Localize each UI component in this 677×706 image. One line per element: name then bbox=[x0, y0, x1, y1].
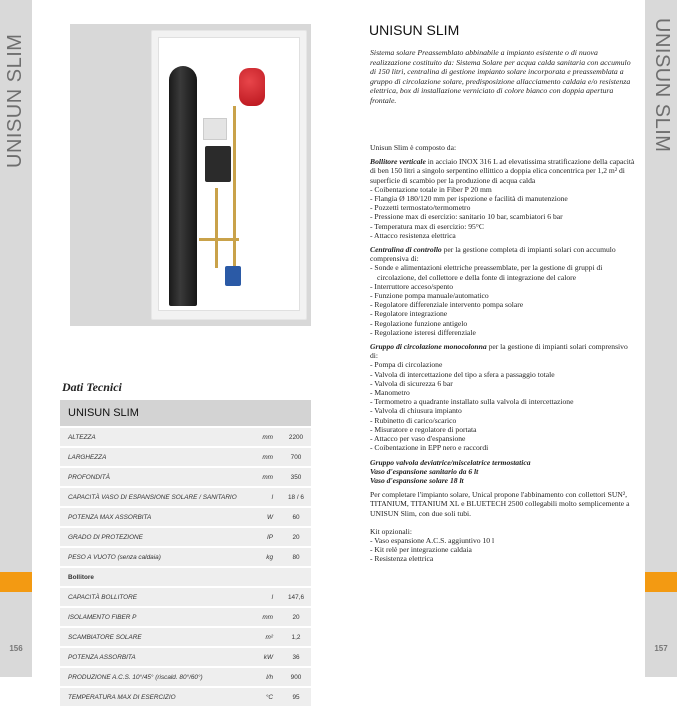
pipe bbox=[215, 188, 218, 268]
list-item: - Regolazione isteresi differenziale bbox=[370, 327, 476, 337]
side-title-right: UNISUN SLIM bbox=[651, 18, 673, 153]
row-unit: mm bbox=[262, 453, 273, 461]
list-item: - Pozzetti termostato/termometro bbox=[370, 203, 471, 213]
row-unit: l bbox=[271, 493, 273, 501]
list-item: - Resistenza elettrica bbox=[370, 554, 434, 564]
table-row bbox=[60, 568, 311, 586]
list-item: - Regolatore differenziale intervento pompa solare bbox=[370, 300, 524, 310]
list-item: - Flangia Ø 180/120 mm per ispezione e facilità di manutenzione bbox=[370, 194, 568, 204]
list-item: - Interruttore acceso/spento bbox=[370, 281, 454, 291]
table-row bbox=[60, 528, 311, 546]
row-value: 2200 bbox=[288, 433, 304, 441]
row-unit: kW bbox=[263, 653, 273, 661]
completare-paragraph: Per completare l'impianto solare, Unical propone l'abbinamento con collettori SUN², TITANIUM, TITANIUM XL e BLUETECH 2500 collegabili molto semplicemente a UNISUN Slim, con due soli tubi. bbox=[370, 490, 630, 518]
left-sidebar bbox=[0, 0, 32, 677]
list-item: - Rubinetto di carico/scarico bbox=[370, 415, 457, 425]
list-item: - Pompa di circolazione bbox=[370, 360, 443, 370]
tech-data-table bbox=[60, 400, 311, 706]
row-unit: l/h bbox=[266, 673, 273, 681]
row-label: ALTEZZA bbox=[68, 433, 96, 441]
table-row bbox=[60, 668, 311, 686]
row-value: 36 bbox=[292, 653, 300, 661]
table-row bbox=[60, 628, 311, 646]
description-body bbox=[370, 143, 636, 564]
row-value: 20 bbox=[292, 533, 300, 541]
row-value: 1,2 bbox=[291, 633, 301, 641]
valvola-line: Gruppo valvola deviatrice/miscelatrice termostatica bbox=[370, 457, 531, 467]
row-label: CAPACITÀ VASO DI ESPANSIONE SOLARE / SANITARIO bbox=[68, 493, 237, 501]
pipe bbox=[233, 106, 236, 276]
right-sidebar bbox=[645, 0, 677, 677]
row-label: PROFONDITÀ bbox=[68, 473, 110, 481]
list-item: - Pressione max di esercizio: sanitario 10 bar, scambiatori 6 bar bbox=[370, 212, 563, 222]
row-label: LARGHEZZA bbox=[68, 453, 107, 461]
orange-tab-left bbox=[0, 572, 32, 592]
row-label: CAPACITÀ BOLLITORE bbox=[68, 593, 138, 601]
list-item: - Coibentazione in EPP nero e raccordi bbox=[370, 443, 489, 453]
expansion-vessel bbox=[239, 68, 265, 106]
cabinet-interior bbox=[158, 37, 300, 311]
gruppo-paragraph: Gruppo di circolazione monocolonna per la gestione di impianti solari comprensivo di: bbox=[370, 342, 628, 361]
row-value: 350 bbox=[290, 473, 302, 481]
centralina-paragraph: Centralina di controllo per la gestione completa di impianti solari con accumulo comprensiva di: bbox=[370, 245, 616, 264]
list-item: - Temperatura max di esercizio: 95°C bbox=[370, 221, 484, 231]
list-item: - Vaso espansione A.C.S. aggiuntivo 10 l bbox=[370, 535, 495, 545]
table-row bbox=[60, 648, 311, 666]
row-value: 700 bbox=[290, 453, 302, 461]
table-header: UNISUN SLIM bbox=[60, 400, 311, 426]
bollitore-list bbox=[370, 185, 636, 240]
pump bbox=[225, 266, 241, 286]
list-item: - Valvola di sicurezza 6 bar bbox=[370, 378, 453, 388]
row-value: 80 bbox=[292, 553, 300, 561]
row-label: PRODUZIONE A.C.S. 10°/45° (riscald. 80°/60°) bbox=[68, 673, 203, 681]
row-unit: m² bbox=[265, 633, 273, 641]
list-item: - Funzione pompa manuale/automatico bbox=[370, 291, 489, 301]
intro-paragraph: Sistema solare Preassemblato abbinabile a impianto esistente o di nuova realizzazione costituito da: Sistema Solare per acqua calda sanitaria con accumulo di 150 litri, centralina di gestione impianto solare incorporata e preassemblata a gruppo di circolazione solare, predisposizione allacciamento caldaia e/o resistenza elettrica, box di installazione verniciato di colore bianco con doppia apertura frontale. bbox=[370, 48, 631, 105]
list-item: - Manometro bbox=[370, 388, 410, 398]
list-item: - Sonde e alimentazioni elettriche preassemblate, per la gestione di gruppi di circolazione, del collettore e della fonte di integrazione del calore bbox=[370, 263, 603, 282]
page-number-right: 157 bbox=[654, 644, 668, 653]
row-label: POTENZA ASSORBITA bbox=[68, 653, 136, 661]
list-item: - Coibentazione totale in Fiber P 20 mm bbox=[370, 184, 492, 194]
table-row bbox=[60, 508, 311, 526]
row-label: PESO A VUOTO (senza caldaia) bbox=[68, 553, 161, 561]
table-row bbox=[60, 488, 311, 506]
row-label: GRADO DI PROTEZIONE bbox=[68, 533, 143, 541]
valve-block bbox=[203, 118, 227, 140]
control-unit bbox=[205, 146, 231, 182]
orange-tab-right bbox=[645, 572, 677, 592]
composto-line: Unisun Slim è composto da: bbox=[370, 143, 457, 152]
row-value: 95 bbox=[292, 693, 300, 701]
list-item: - Attacco resistenza elettrica bbox=[370, 230, 456, 240]
gruppo-list bbox=[370, 360, 636, 452]
vaso-sanitario-line: Vaso d'espansione sanitario da 6 lt bbox=[370, 466, 479, 476]
row-unit: l bbox=[271, 593, 273, 601]
row-unit: mm bbox=[262, 473, 273, 481]
table-row bbox=[60, 548, 311, 566]
page-number-left: 156 bbox=[9, 644, 23, 653]
vaso-solare-line: Vaso d'espansione solare 18 lt bbox=[370, 475, 464, 485]
row-label: TEMPERATURA MAX DI ESERCIZIO bbox=[68, 693, 176, 701]
kit-title: Kit opzionali: bbox=[370, 526, 412, 536]
list-item: - Valvola di chiusura impianto bbox=[370, 406, 462, 416]
row-value: 20 bbox=[292, 613, 300, 621]
row-label: POTENZA MAX ASSORBITA bbox=[68, 513, 152, 521]
row-label: Bollitore bbox=[68, 573, 94, 581]
page-title: UNISUN SLIM bbox=[369, 22, 460, 38]
row-unit: mm bbox=[262, 613, 273, 621]
row-value: 147,6 bbox=[288, 593, 304, 601]
list-item: - Termometro a quadrante installato sulla valvola di intercettazione bbox=[370, 397, 574, 407]
list-item: - Attacco per vaso d'espansione bbox=[370, 434, 466, 444]
table-row bbox=[60, 448, 311, 466]
side-title-left: UNISUN SLIM bbox=[4, 33, 26, 168]
list-item: - Kit relè per integrazione caldaia bbox=[370, 545, 472, 555]
table-row bbox=[60, 588, 311, 606]
list-item: - Valvola di intercettazione del tipo a sfera a passaggio totale bbox=[370, 369, 555, 379]
boiler-tank bbox=[169, 66, 197, 306]
row-unit: mm bbox=[262, 433, 273, 441]
table-row bbox=[60, 608, 311, 626]
row-label: ISOLAMENTO FIBER P bbox=[68, 613, 137, 621]
list-item: - Misuratore e regolatore di portata bbox=[370, 424, 477, 434]
table-row bbox=[60, 468, 311, 486]
row-value: 60 bbox=[292, 513, 300, 521]
table-row bbox=[60, 428, 311, 446]
bollitore-paragraph: Bollitore verticale in acciaio INOX 316 L ad elevatissima stratificazione della capacità di ben 150 litri a singolo serpentino ellittico a doppia elica concentrica per 1,2 m² di superficie di scambio per la produzione di acqua calda bbox=[370, 157, 635, 185]
dati-tecnici-title: Dati Tecnici bbox=[62, 380, 122, 394]
pipe bbox=[199, 238, 239, 241]
product-photo bbox=[70, 24, 311, 326]
row-value: 18 / 6 bbox=[288, 493, 304, 501]
row-unit: W bbox=[266, 513, 273, 521]
kit-list bbox=[370, 536, 636, 564]
row-value: 900 bbox=[290, 673, 302, 681]
table-row bbox=[60, 688, 311, 706]
list-item: - Regolazione funzione antigelo bbox=[370, 318, 468, 328]
row-label: SCAMBIATORE SOLARE bbox=[68, 633, 142, 641]
row-unit: IP bbox=[266, 533, 273, 541]
centralina-list bbox=[370, 263, 636, 337]
row-unit: kg bbox=[266, 553, 273, 561]
list-item: - Regolatore integrazione bbox=[370, 309, 448, 319]
cabinet-image bbox=[151, 30, 307, 320]
row-unit: °C bbox=[265, 693, 273, 701]
